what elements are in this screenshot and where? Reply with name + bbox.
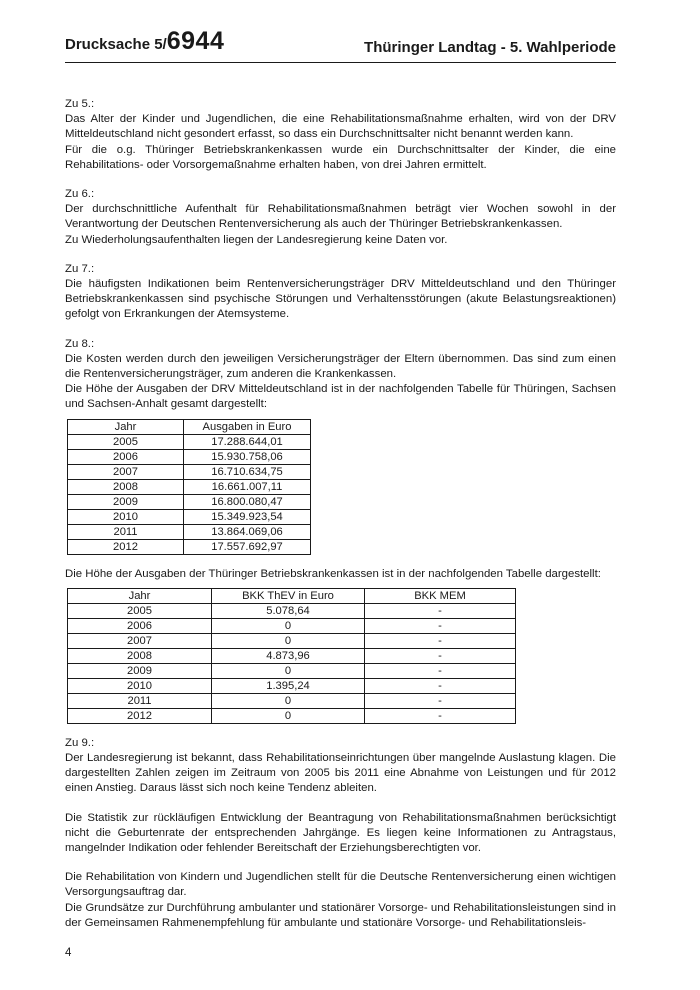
paragraph: Für die o.g. Thüringer Betriebskrankenkassen wurde ein Durchschnittsalter der Kinder, die eine Rehabilitations- oder Vorsorgemaßnahme erhalten haben, von drei Jahren ermittelt. [65, 143, 616, 171]
table-cell: 2007 [68, 633, 212, 648]
document-number-value: 6944 [166, 27, 225, 55]
table-cell: 2006 [68, 618, 212, 633]
table-cell: 2005 [68, 603, 212, 618]
table-cell: 13.864.069,06 [184, 524, 311, 539]
document-label: Drucksache 5/ [65, 36, 167, 53]
table-cell: 2009 [68, 494, 184, 509]
table-row [68, 479, 311, 494]
table-cell: 15.349.923,54 [184, 509, 311, 524]
table-cell: - [365, 603, 516, 618]
table-cell: 1.395,24 [212, 678, 365, 693]
table-cell: 0 [212, 663, 365, 678]
table-cell: 15.930.758,06 [184, 449, 311, 464]
table-row [68, 434, 311, 449]
institution-title: Thüringer Landtag - 5. Wahlperiode [364, 39, 616, 56]
table-cell: 2010 [68, 678, 212, 693]
column-header: Ausgaben in Euro [184, 419, 311, 434]
section-heading: Zu 7.: [65, 262, 95, 275]
paragraph: Die Höhe der Ausgaben der DRV Mitteldeutschland ist in der nachfolgenden Tabelle für Thüringen, Sachsen und Sachsen-Anhalt gesamt dargestellt: [65, 383, 616, 411]
paragraph: Das Alter der Kinder und Jugendlichen, die eine Rehabilitationsmaßnahme erhalten, wird von der DRV Mitteldeutschland nicht gesondert erfasst, so dass ein Durchschnittsalter nicht benannt werden kann. [65, 113, 616, 141]
paragraph: Die Statistik zur rückläufigen Entwicklung der Beantragung von Rehabilitationsmaßnahmen berücksichtigt nicht die Geburtenrate der entsprechenden Jahrgänge. Es liegen keine Informationen zu Antragstaus, mangelnder Indikation oder fehlender Bereitschaft der Erziehungsberechtigten vor. [65, 811, 616, 855]
table-row [68, 524, 311, 539]
document-number [65, 27, 224, 56]
table-row [68, 708, 516, 723]
table-cell: 16.661.007,11 [184, 479, 311, 494]
table-row [68, 509, 311, 524]
table-cell: 17.557.692,97 [184, 539, 311, 554]
page-content [65, 97, 616, 945]
paragraph: Der Landesregierung ist bekannt, dass Rehabilitationseinrichtungen über mangelnde Auslastung klagen. Die dargestellten Zahlen zeigen im Zeitraum von 2005 bis 2011 eine Abnahme von Leistungen und für 2012 einen Anstieg. Daraus lässt sich noch keine Tendenz ableiten. [65, 752, 616, 795]
column-header: BKK MEM [365, 588, 516, 603]
page-number: 4 [65, 947, 72, 959]
table-cell: 2010 [68, 509, 184, 524]
paragraph: Zu Wiederholungsaufenthalten liegen der Landesregierung keine Daten vor. [65, 233, 448, 246]
table-cell: - [365, 633, 516, 648]
table-cell: 2009 [68, 663, 212, 678]
paragraph: Die Rehabilitation von Kindern und Jugendlichen stellt für die Deutsche Rentenversicherung einen wichtigen Versorgungsauftrag dar. [65, 871, 616, 899]
table-cell: - [365, 693, 516, 708]
table-cell: 2006 [68, 449, 184, 464]
paragraph: Die Kosten werden durch den jeweiligen Versicherungsträger der Eltern übernommen. Das sind zum einen die Rentenversicherungsträger, zum anderen die Krankenkassen. [65, 352, 616, 381]
drv-expenses-table [67, 419, 311, 555]
table-cell: 16.710.634,75 [184, 464, 311, 479]
paragraph: Der durchschnittliche Aufenthalt für Rehabilitationsmaßnahmen beträgt vier Wochen sowohl in der Verantwortung der Deutschen Rentenversicherung als auch der Thüringer Betriebskrankenkassen. [65, 203, 616, 231]
table2-intro: Die Höhe der Ausgaben der Thüringer Betriebskrankenkassen ist in der nachfolgenden Tabelle dargestellt: [65, 567, 601, 580]
section-heading: Zu 6.: [65, 188, 95, 201]
section-heading: Zu 5.: [65, 98, 95, 110]
table-row [68, 603, 516, 618]
table-cell: 0 [212, 708, 365, 723]
table-row [68, 494, 311, 509]
paragraph: Die häufigsten Indikationen beim Rentenversicherungsträger DRV Mitteldeutschland und den Thüringer Betriebskrankenkassen sind psychische Störungen und Verhaltensstörungen (akute Belastungsreaktionen) gefolgt von Erkrankungen der Atemsysteme. [65, 278, 616, 321]
table-row [68, 663, 516, 678]
table-cell: - [365, 678, 516, 693]
table-cell: 2011 [68, 524, 184, 539]
bkk-expenses-table [67, 588, 516, 724]
table-row [68, 449, 311, 464]
table-cell: 0 [212, 693, 365, 708]
table-cell: - [365, 708, 516, 723]
table-header-row [68, 588, 516, 603]
paragraph: Die Grundsätze zur Durchführung ambulanter und stationärer Vorsorge- und Rehabilitationsleistungen sind in der Gemeinsamen Rahmenempfehlung für ambulante und stationäre Vorsorge- und Rehabilitationsleis- [65, 901, 616, 929]
table-cell: 0 [212, 633, 365, 648]
section-6 [65, 187, 616, 248]
section-heading: Zu 9.: [65, 736, 95, 749]
table-cell: - [365, 663, 516, 678]
section-9-rehabilitation [65, 870, 616, 931]
table-cell: - [365, 648, 516, 663]
column-header: Jahr [68, 419, 184, 434]
table-cell: - [365, 618, 516, 633]
table-cell: 0 [212, 618, 365, 633]
table-cell: 5.078,64 [212, 603, 365, 618]
table-cell: 2011 [68, 693, 212, 708]
table-row [68, 633, 516, 648]
table-cell: 2005 [68, 434, 184, 449]
table-row [68, 539, 311, 554]
table-row [68, 648, 516, 663]
table-cell: 16.800.080,47 [184, 494, 311, 509]
table-row [68, 464, 311, 479]
table-cell: 2012 [68, 708, 212, 723]
section-5 [65, 97, 616, 173]
table-cell: 4.873,96 [212, 648, 365, 663]
table-row [68, 693, 516, 708]
table-cell: 2008 [68, 648, 212, 663]
section-heading: Zu 8.: [65, 337, 95, 350]
table-cell: 2008 [68, 479, 184, 494]
column-header: BKK ThEV in Euro [212, 588, 365, 603]
page-header [65, 28, 616, 63]
section-8 [65, 337, 616, 413]
section-9 [65, 736, 616, 797]
column-header: Jahr [68, 588, 212, 603]
table-cell: 2007 [68, 464, 184, 479]
section-9-statistics [65, 811, 616, 857]
table-header-row [68, 419, 311, 434]
table-row [68, 618, 516, 633]
section-7 [65, 262, 616, 323]
table-cell: 2012 [68, 539, 184, 554]
table-cell: 17.288.644,01 [184, 434, 311, 449]
table-row [68, 678, 516, 693]
